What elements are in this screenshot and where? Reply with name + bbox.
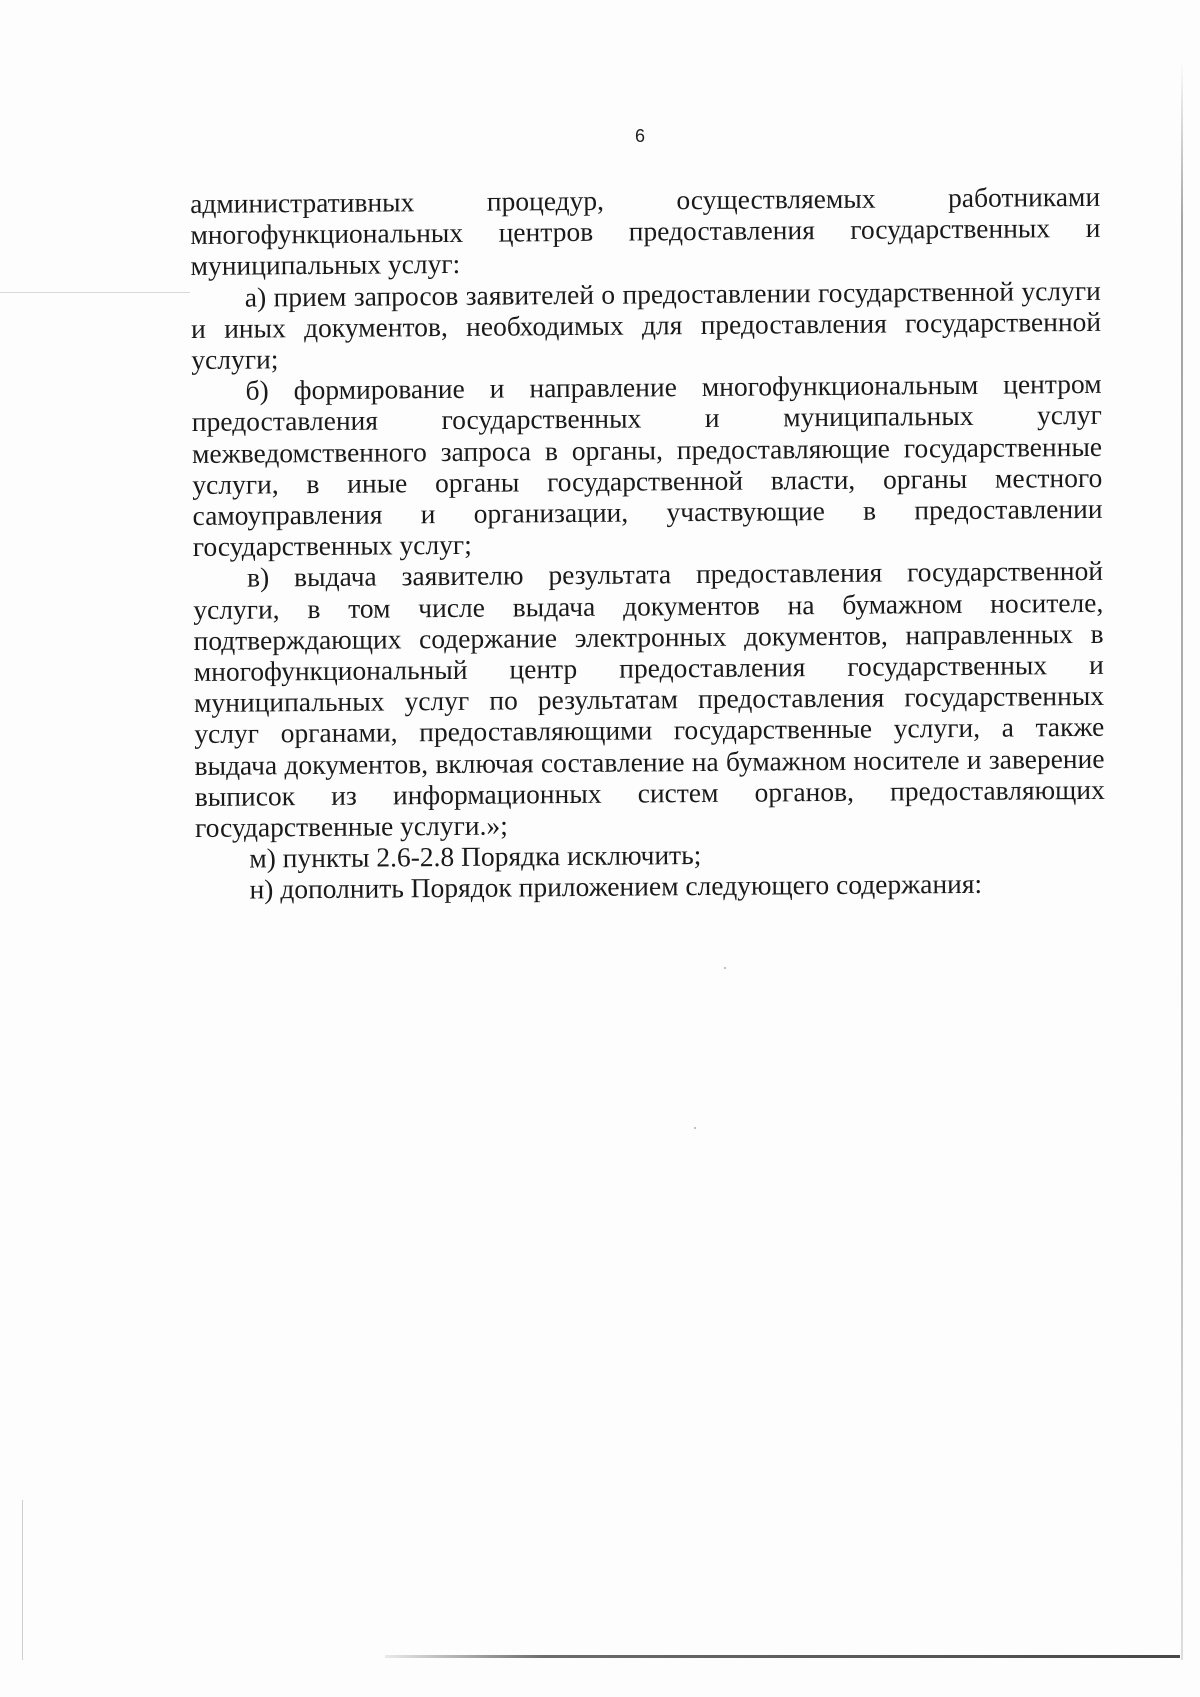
paragraph-item-b: б) формирование и направление многофункциональным центром предоставления государственных и муниципальных услуг межведомственного запроса в органы, предоставляющие государственные услуги, в иные органы государственной власти, органы местного самоуправления и организации, участвующие в предоставлении государственных услуг; (191, 368, 1103, 563)
paragraph-item-a: а) прием запросов заявителей о предоставлении государственной услуги и иных документов, необходимых для предоставления государственной услуги; (190, 274, 1102, 376)
page-number: 6 (634, 126, 645, 146)
paragraph-item-n: н) дополнить Порядок приложением следующего содержания: (249, 868, 983, 906)
paragraph-item-v: в) выдача заявителю результата предоставления государственной услуги, в том числе выдача документов на бумажном носителе, подтверждающих содержание электронных документов, направленных в многофункциональный центр предоставления государственных и муниципальных услуг по результатам предоставления государственных услуг органами, предоставляющими государственные услуги, а также выдача документов, включая составление на бумажном носителе и заверение выписок из информационных систем органов, предоставляющих государственные услуги.»; (193, 555, 1105, 844)
paragraph-continuation: административных процедур, осуществляемых работниками многофункциональных центров предоставления государственных и муниципальных услуг: (190, 180, 1101, 282)
paragraph-item-m: м) пункты 2.6-2.8 Порядка исключить; (249, 839, 702, 874)
scan-edge-left (22, 1500, 23, 1660)
scan-speck (694, 1127, 696, 1129)
document-body (190, 181, 1106, 906)
scan-edge-bottom (385, 1655, 1180, 1658)
scan-edge-right (1181, 60, 1183, 1660)
scan-artifact-line (0, 292, 190, 293)
scan-speck (724, 967, 726, 969)
